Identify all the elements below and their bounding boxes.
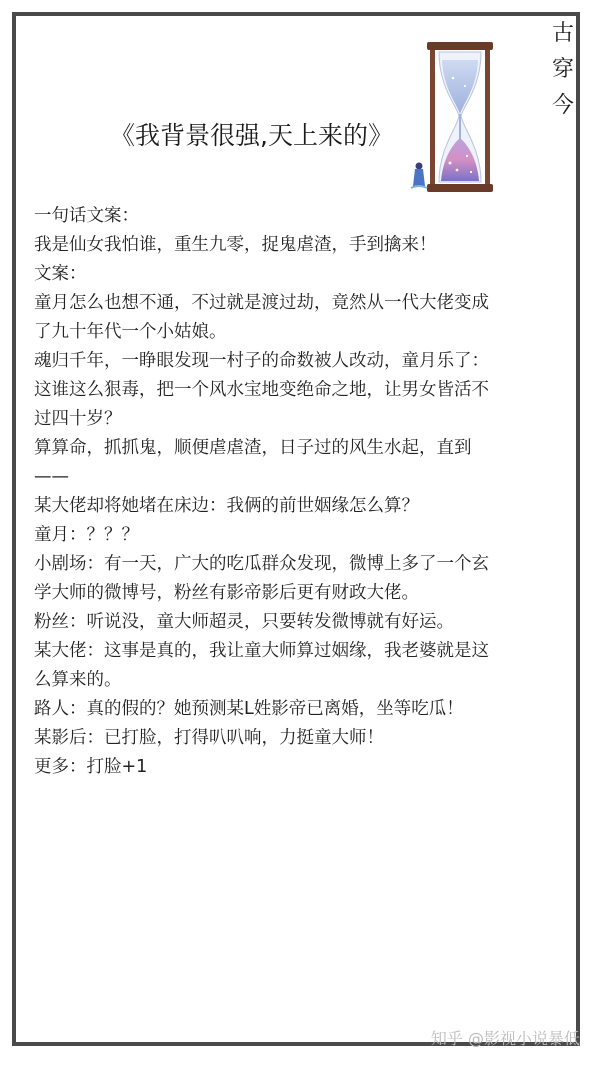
text-line: 童月：？？？ — [34, 525, 139, 545]
text-line: 某影后：已打脸，打得叭叭响，力挺童大师！ — [34, 728, 384, 748]
text-line: 过四十岁？ — [34, 409, 122, 429]
text-line: 某大佬却将她堵在床边：我俩的前世姻缘怎么算？ — [34, 496, 419, 516]
text-line: 算算命，抓抓鬼，顺便虐虐渣，日子过的风生水起，直到 — [34, 438, 472, 458]
text-line: 粉丝：听说没，童大师超灵，只要转发微博就有好运。 — [34, 612, 454, 632]
text-line: 这谁这么狠毒，把一个风水宝地变绝命之地，让男女皆活不 — [34, 380, 489, 400]
text-line: 么算来的。 — [34, 670, 122, 690]
genre-label — [548, 16, 578, 124]
text-line: 小剧场：有一天，广大的吃瓜群众发现，微博上多了一个玄 — [34, 554, 489, 574]
text-line: 童月怎么也想不通，不过就是渡过劫，竟然从一代大佬变成 — [34, 293, 489, 313]
text-line: 魂归千年，一睁眼发现一村子的命数被人改动，童月乐了： — [34, 351, 489, 371]
text-line: 学大师的微博号，粉丝有影帝影后更有财政大佬。 — [34, 583, 419, 603]
genre-char: 古 — [551, 21, 574, 46]
text-line: 某大佬：这事是真的，我让童大师算过姻缘，我老婆就是这 — [34, 641, 489, 661]
text-line: 路人：真的假的？她预测某L姓影帝已离婚，坐等吃瓜！ — [34, 699, 464, 719]
watermark: 知乎 @影视小说暴低 — [430, 1029, 580, 1048]
text-line: 了九十年代一个小姑娘。 — [34, 322, 227, 342]
genre-char: 穿 — [551, 57, 574, 82]
hourglass-illustration — [405, 38, 515, 198]
book-title: 《我背景很强,天上来的》 — [110, 121, 393, 150]
text-line: 一句话文案： — [34, 206, 139, 226]
genre-char: 今 — [551, 93, 574, 118]
text-line: 文案： — [34, 264, 87, 284]
synopsis-text — [34, 202, 552, 782]
text-line: 我是仙女我怕谁，重生九零，捉鬼虐渣，手到擒来！ — [34, 235, 437, 255]
text-line: —— — [34, 467, 69, 487]
text-line: 更多：打脸+1 — [34, 757, 148, 777]
